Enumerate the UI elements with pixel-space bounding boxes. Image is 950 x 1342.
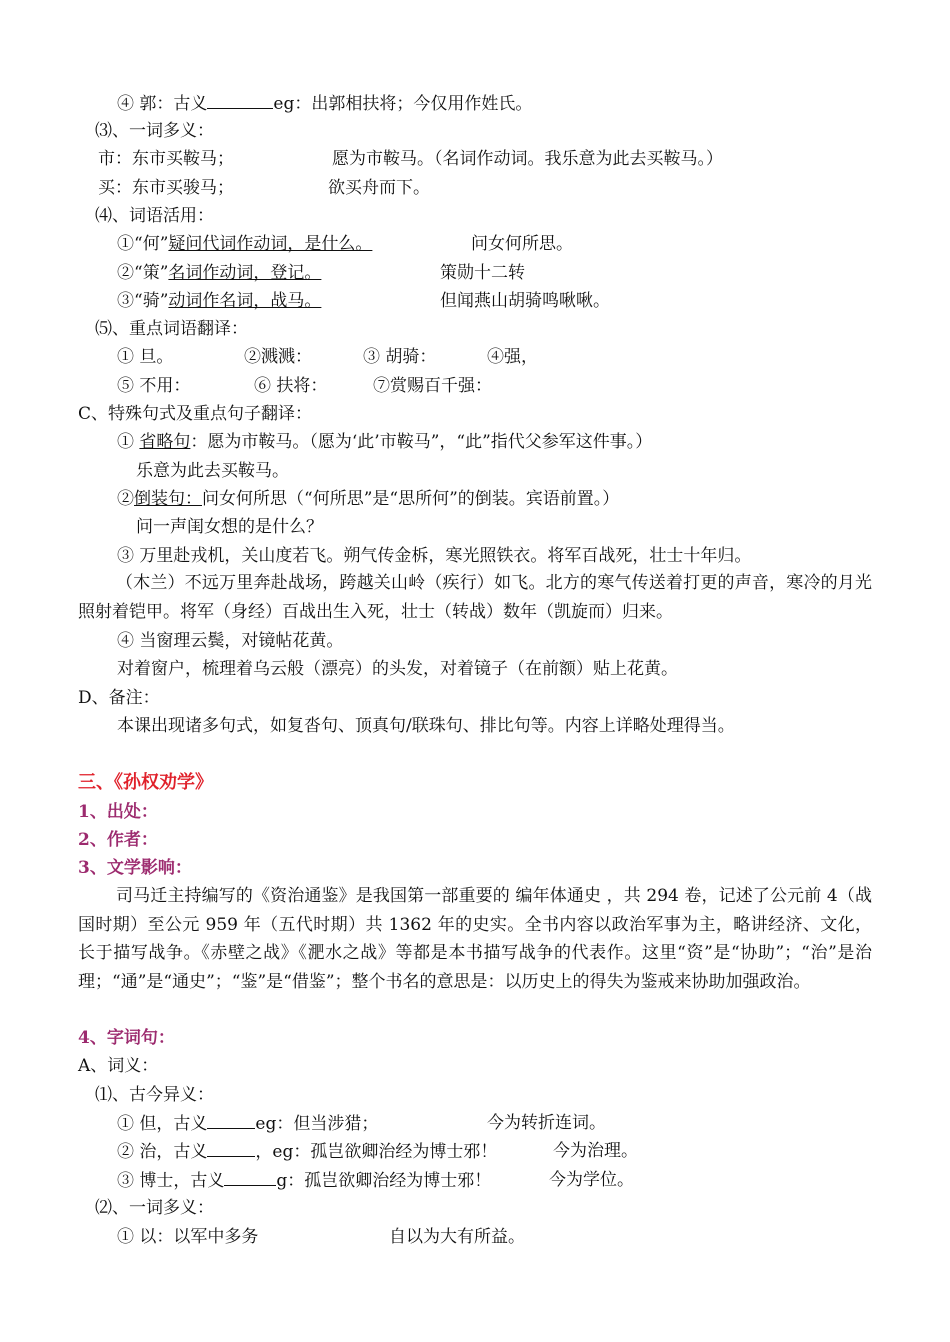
text-line: ⑶、一词多义： <box>95 121 214 141</box>
fill-blank <box>207 1140 255 1157</box>
subsection-title: 4、字词句： <box>78 1028 175 1048</box>
subsection-title: 1、出处： <box>78 802 158 822</box>
text-line: 本课出现诸多句式，如复沓句、顶真句/联珠句、排比句等。内容上详略处理得当。 <box>117 716 735 736</box>
text-line: ⑸、重点词语翻译： <box>95 319 248 339</box>
subsection-title: 2、作者： <box>78 830 158 850</box>
text-line: 买：东市买骏马； 欲买舟而下。 <box>98 178 430 198</box>
text-line: ④ 郭：古义 eg：出郭相扶将；今仅用作姓氏。 <box>117 94 533 114</box>
fill-blank <box>207 92 273 109</box>
text-paragraph: （木兰）不远万里奔赴战场，跨越关山岭（疾行）如飞。北方的寒气传送着打更的声音，寒冷的月光照射着铠甲。将军（身经）百战出生入死，壮士（转战）数年（凯旋而）归来。 <box>78 573 872 622</box>
text-line: ① 省略句：愿为市鞍马。（愿为‘此’市鞍马”，“此”指代父参军这件事。） <box>117 432 653 452</box>
text-line: D、备注： <box>78 688 160 708</box>
fill-blank <box>207 1112 255 1129</box>
section-title: 三、《孙权劝学》 <box>78 772 213 793</box>
text-line: ⑤ 不用： ⑥ 扶将： ⑦赏赐百千强： <box>117 376 492 396</box>
text-line: 市：东市买鞍马； 愿为市鞍马。（名词作动词。我乐意为此去买鞍马。） <box>98 149 723 169</box>
text-line: 问一声闺女想的是什么？ <box>136 517 323 537</box>
text-line: C、特殊句式及重点句子翻译： <box>78 404 313 424</box>
text-line: ③“骑”动词作名词，战马。 但闻燕山胡骑鸣啾啾。 <box>117 291 610 311</box>
text-line: 乐意为此去买鞍马。 <box>136 461 289 481</box>
text-paragraph: 司马迁主持编写的《资治通鉴》是我国第一部重要的 编年体通史 ，共 294 卷，记述了公元前 4（战国时期）至公元 959 年（五代时期）共 1362 年的史实。全书内容以政治军事为主，略讲经济、文化，长于描写战争。《赤壁之战》《淝水之战》等都是本书描写战争的代表作。这里“资”是“协助”；“治”是治理；“通”是“通史”；“鉴”是“借鉴”；整个书名的意思是：以历史上的得失为鉴戒来协助加强政治。 <box>78 886 872 992</box>
text-line: ⑴、古今异义： <box>95 1085 214 1105</box>
text-line: ②倒装句：问女何所思（“何所思”是“思所何”的倒装。宾语前置。） <box>117 489 620 509</box>
text-line: ③ 万里赴戎机，关山度若飞。朔气传金柝，寒光照铁衣。将军百战死，壮士十年归。 <box>117 546 752 566</box>
text-line: ① 以：以军中多务 自以为大有所益。 <box>117 1227 525 1247</box>
text-line: ②“策”名词作动词，登记。 策勋十二转 <box>117 263 525 283</box>
text-line: ① 但，古义 eg：但当涉猎； 今为转折连词。 <box>117 1113 606 1134</box>
text-line: ① 旦。 ②溅溅： ③ 胡骑： ④强， <box>117 347 538 367</box>
subsection-title: 3、文学影响： <box>78 858 192 878</box>
text-line: 对着窗户，梳理着乌云般（漂亮）的头发，对着镜子（在前额）贴上花黄。 <box>117 659 678 679</box>
text-line: A、词义： <box>78 1056 159 1076</box>
text-line: ③ 博士，古义 g：孤岂欲卿治经为博士邪！ 今为学位。 <box>117 1170 634 1191</box>
text-line: ④ 当窗理云鬓，对镜帖花黄。 <box>117 631 344 651</box>
text-line: ⑵、一词多义： <box>95 1198 214 1218</box>
text-line: ⑷、词语活用： <box>95 206 214 226</box>
text-line: ①“何”疑问代词作动词，是什么。 问女何所思。 <box>117 234 573 254</box>
fill-blank <box>224 1169 276 1186</box>
text-line: ② 治，古义 ，eg：孤岂欲卿治经为博士邪！ 今为治理。 <box>117 1141 638 1162</box>
